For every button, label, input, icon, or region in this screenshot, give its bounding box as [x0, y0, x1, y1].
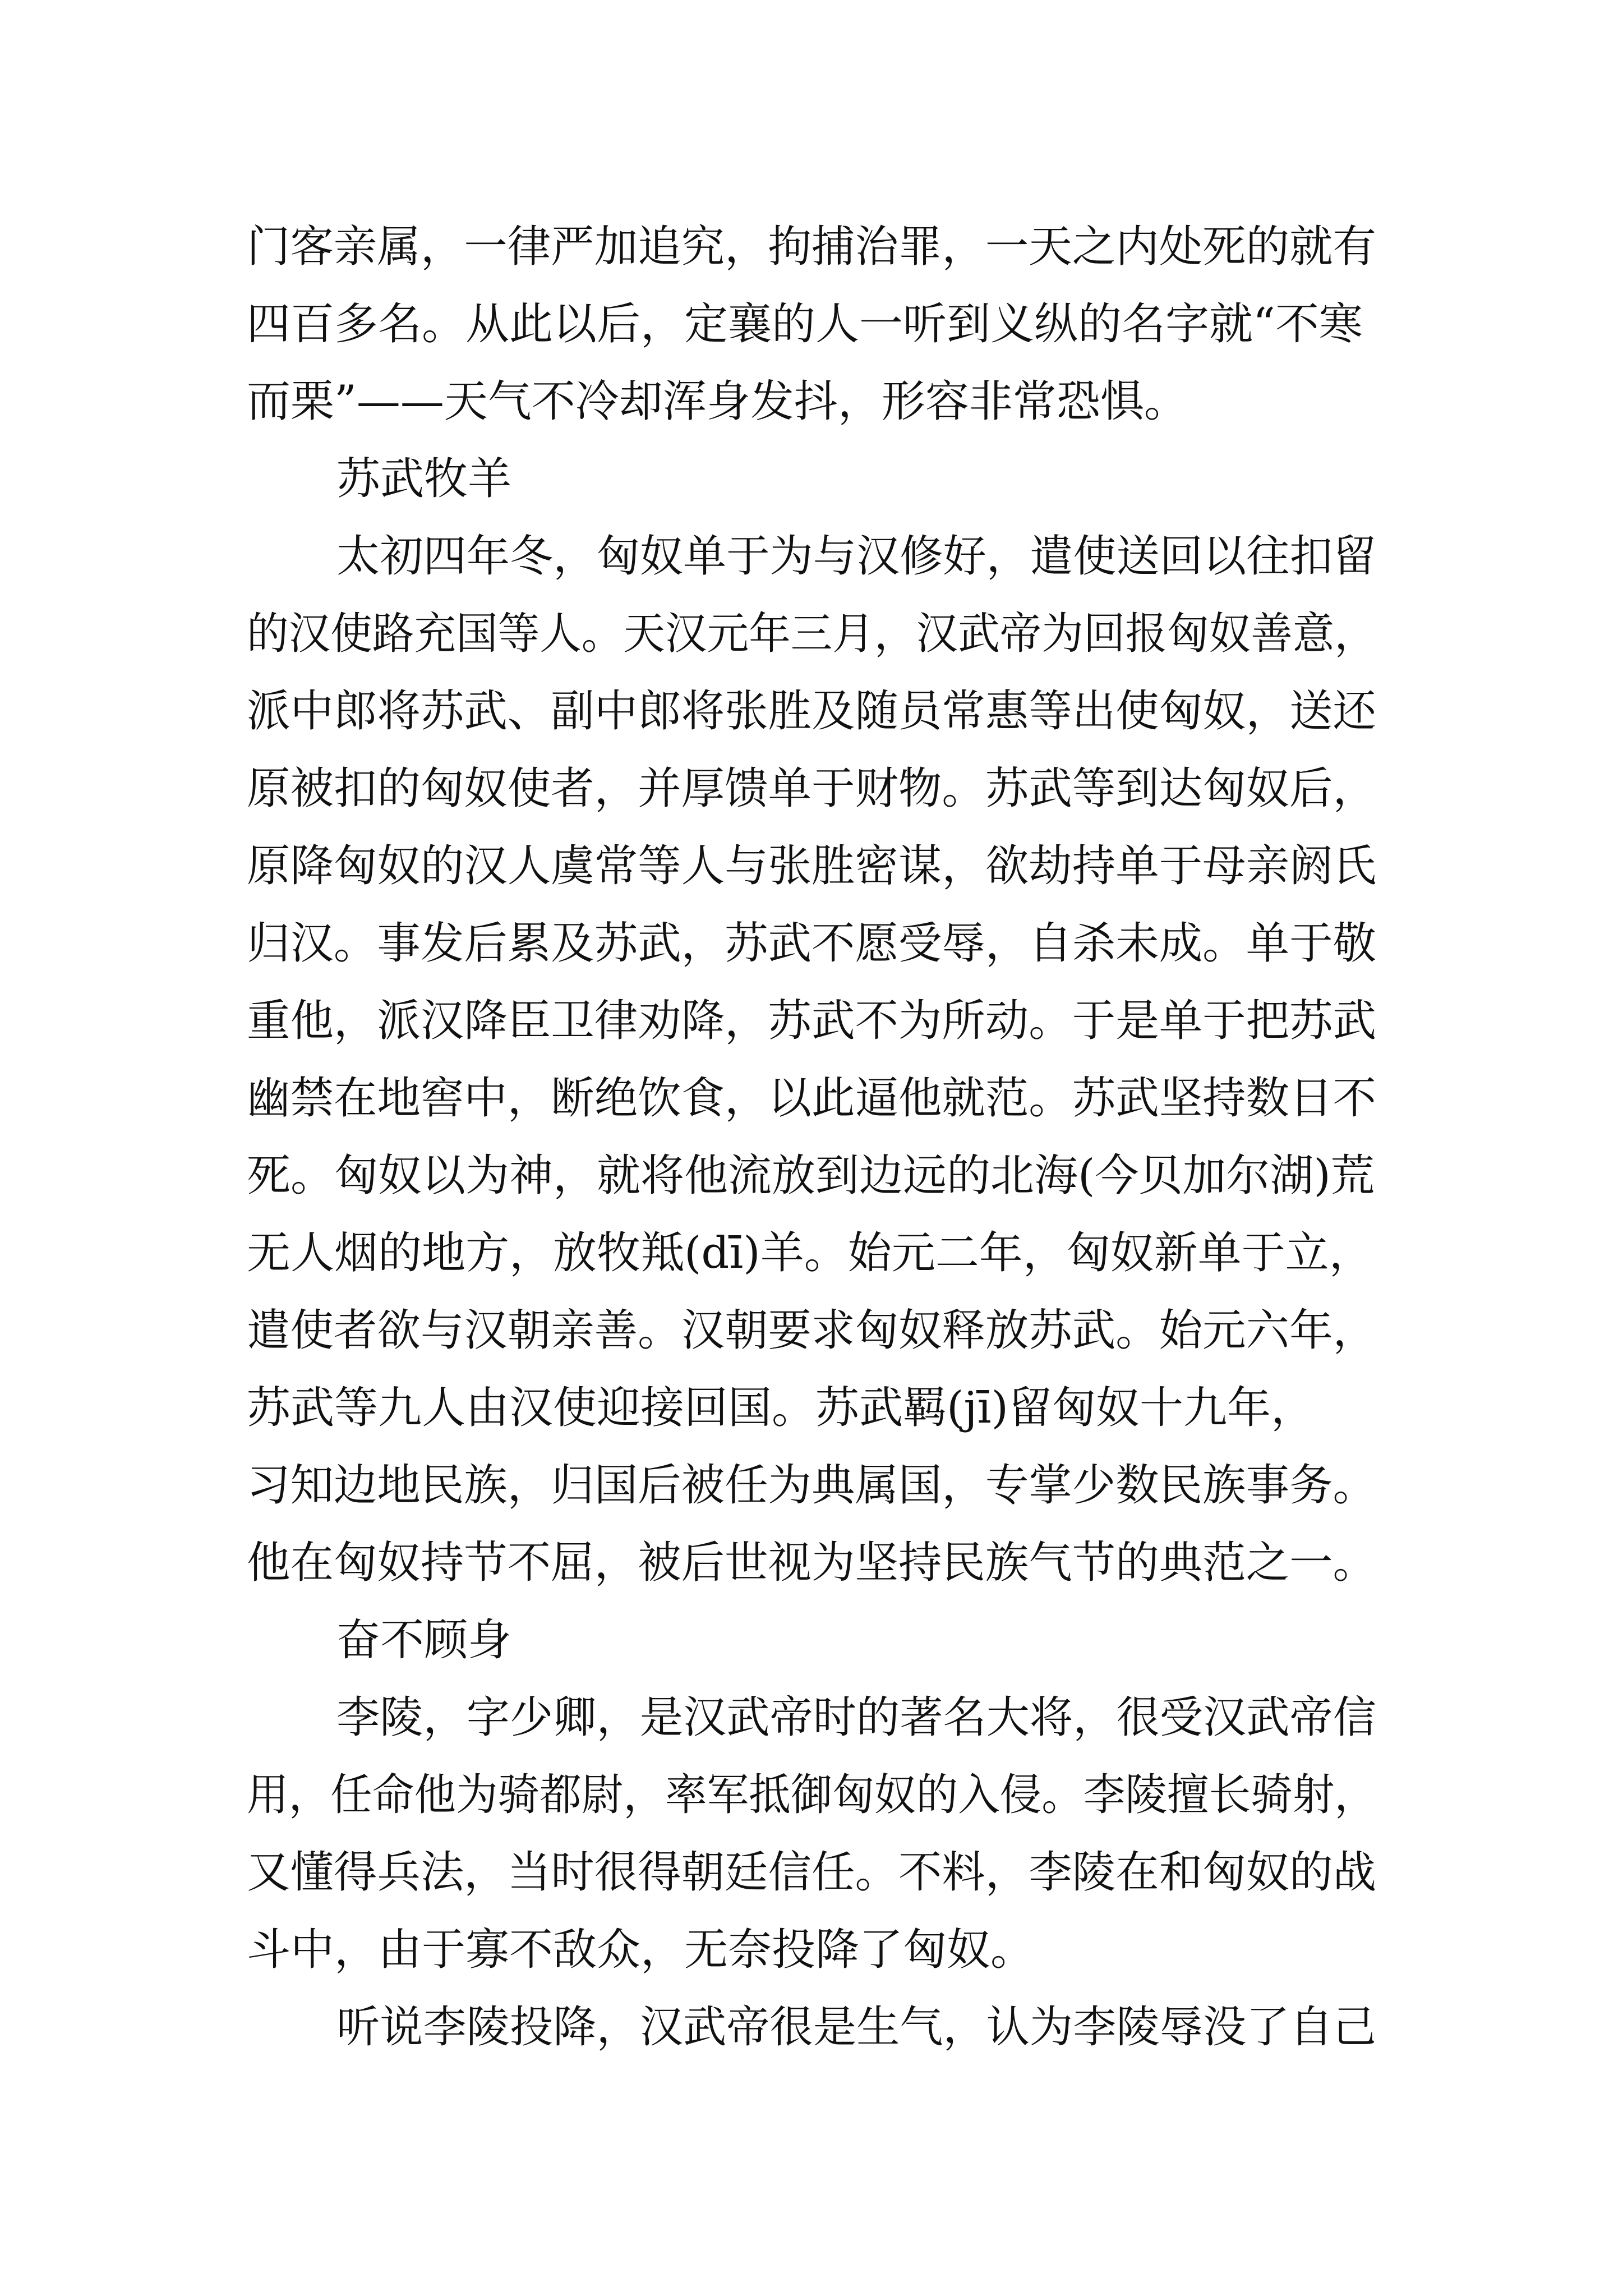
text-line: 归汉。事发后累及苏武，苏武不愿受辱，自杀未成。单于敬	[247, 918, 1377, 969]
text-line: 太初四年冬，匈奴单于为与汉修好，遣使送回以往扣留	[336, 531, 1377, 582]
text-line: 原降匈奴的汉人虞常等人与张胜密谋，欲劫持单于母亲阏氏	[247, 841, 1377, 891]
text-line: 他在匈奴持节不屈，被后世视为坚持民族气节的典范之一。	[247, 1538, 1377, 1588]
text-line: 四百多名。从此以后，定襄的人一听到义纵的名字就“不寒	[247, 299, 1363, 349]
text-line: 又懂得兵法，当时很得朝廷信任。不料，李陵在和匈奴的战	[247, 1847, 1377, 1898]
text-line: 习知边地民族，归国后被任为典属国，专掌少数民族事务。	[247, 1460, 1377, 1511]
text-line: 李陵，字少卿，是汉武帝时的著名大将，很受汉武帝信	[336, 1692, 1377, 1743]
text-line: 苏武等九人由汉使迎接回国。苏武羁(jī)留匈奴十九年，	[247, 1383, 1315, 1433]
section-heading: 奋不顾身	[336, 1615, 512, 1665]
text-line: 遣使者欲与汉朝亲善。汉朝要求匈奴释放苏武。始元六年，	[247, 1305, 1377, 1356]
text-line: 派中郎将苏武、副中郎将张胜及随员常惠等出使匈奴，送还	[247, 686, 1377, 737]
text-line: 斗中，由于寡不敌众，无奈投降了匈奴。	[247, 1925, 1035, 1975]
text-line: 门客亲属，一律严加追究，拘捕治罪，一天之内处死的就有	[247, 222, 1377, 272]
text-line: 听说李陵投降，汉武帝很是生气，认为李陵辱没了自己	[336, 2002, 1377, 2053]
text-line: 原被扣的匈奴使者，并厚馈单于财物。苏武等到达匈奴后，	[247, 763, 1377, 814]
text-line: 死。匈奴以为神，就将他流放到边远的北海(今贝加尔湖)荒	[247, 1151, 1375, 1201]
text-line: 的汉使路充国等人。天汉元年三月，汉武帝为回报匈奴善意，	[247, 609, 1377, 659]
text-line: 幽禁在地窖中，断绝饮食，以此逼他就范。苏武坚持数日不	[247, 1073, 1377, 1124]
text-line: 而栗”——天气不冷却浑身发抖，形容非常恐惧。	[247, 376, 1188, 427]
text-line: 无人烟的地方，放牧羝(dī)羊。始元二年，匈奴新单于立，	[247, 1228, 1373, 1278]
section-heading: 苏武牧羊	[336, 454, 512, 504]
text-line: 用，任命他为骑都尉，率军抵御匈奴的入侵。李陵擅长骑射，	[247, 1770, 1377, 1820]
text-line: 重他，派汉降臣卫律劝降，苏武不为所动。于是单于把苏武	[247, 996, 1377, 1046]
